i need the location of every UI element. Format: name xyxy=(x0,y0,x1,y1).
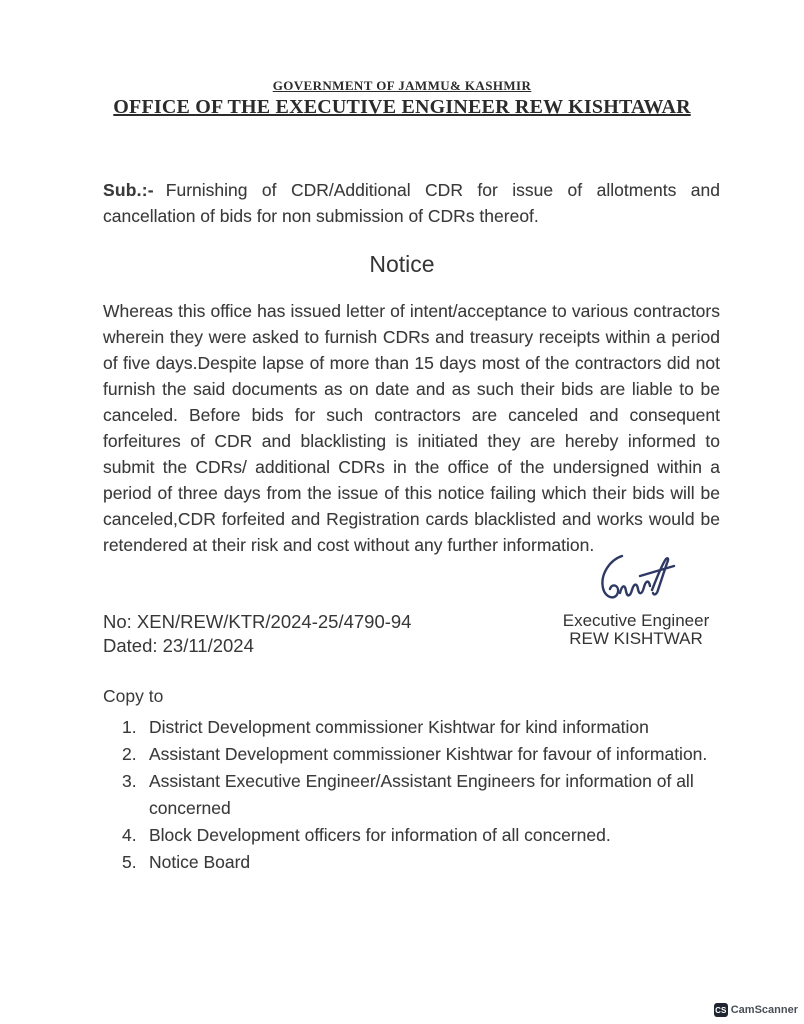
letterhead xyxy=(0,0,804,119)
list-item-number: 3. xyxy=(122,771,137,791)
copy-to-item xyxy=(122,768,720,822)
copy-to-item xyxy=(122,714,720,741)
signatory-office: REW KISHTWAR xyxy=(569,628,703,648)
copy-to-item xyxy=(122,741,720,768)
subject-text: Furnishing of CDR/Additional CDR for issue of allotments and cancellation of bids for non submission of CDRs thereof. xyxy=(103,180,720,226)
government-header: GOVERNMENT OF JAMMU& KASHMIR xyxy=(272,78,532,93)
list-item-text: Assistant Development commissioner Kishtwar for favour of information. xyxy=(149,744,708,764)
subject-line xyxy=(103,177,720,229)
camscanner-watermark xyxy=(714,1003,798,1017)
list-item-text: Notice Board xyxy=(149,852,251,872)
copy-to-item xyxy=(122,822,720,849)
reference-date: Dated: 23/11/2024 xyxy=(103,635,254,656)
subject-label: Sub.:- xyxy=(103,180,154,200)
notice-title: Notice xyxy=(369,251,435,277)
list-item-text: District Development commissioner Kishtwar for kind information xyxy=(149,717,649,737)
copy-to-list xyxy=(103,714,720,876)
list-item-number: 2. xyxy=(122,744,137,764)
reference-number: No: XEN/REW/KTR/2024-25/4790-94 xyxy=(103,611,412,632)
list-item-text: Assistant Executive Engineer/Assistant Engineers for information of all concerned xyxy=(149,771,694,818)
camscanner-icon: CS xyxy=(714,1003,728,1017)
list-item-number: 4. xyxy=(122,825,137,845)
list-item-number: 5. xyxy=(122,852,137,872)
list-item-number: 1. xyxy=(122,717,137,737)
signature-ink xyxy=(588,552,684,610)
copy-to-block xyxy=(103,684,720,876)
copy-to-item xyxy=(122,849,720,876)
office-header: OFFICE OF THE EXECUTIVE ENGINEER REW KISHTAWAR xyxy=(113,96,691,118)
list-item-text: Block Development officers for information of all concerned. xyxy=(149,825,611,845)
signature-block xyxy=(548,552,724,647)
camscanner-label: CamScanner xyxy=(730,1004,798,1016)
notice-body: Whereas this office has issued letter of intent/acceptance to various contractors wherein they were asked to furnish CDRs and treasury receipts within a period of five days.Despite lapse of more than 15 days most of the contractors did not furnish the said documents as on date and as such their bids are liable to be canceled. Before bids for such contractors are canceled and consequent forfeitures of CDR and blacklisting is initiated they are hereby informed to submit the CDRs/ additional CDRs in the office of the undersigned within a period of three days from the issue of this notice failing which their bids will be canceled,CDR forfeited and Registration cards blacklisted and works would be retendered at their risk and cost without any further information. xyxy=(103,301,720,555)
copy-to-label: Copy to xyxy=(103,686,164,706)
signatory-title: Executive Engineer xyxy=(562,611,710,630)
